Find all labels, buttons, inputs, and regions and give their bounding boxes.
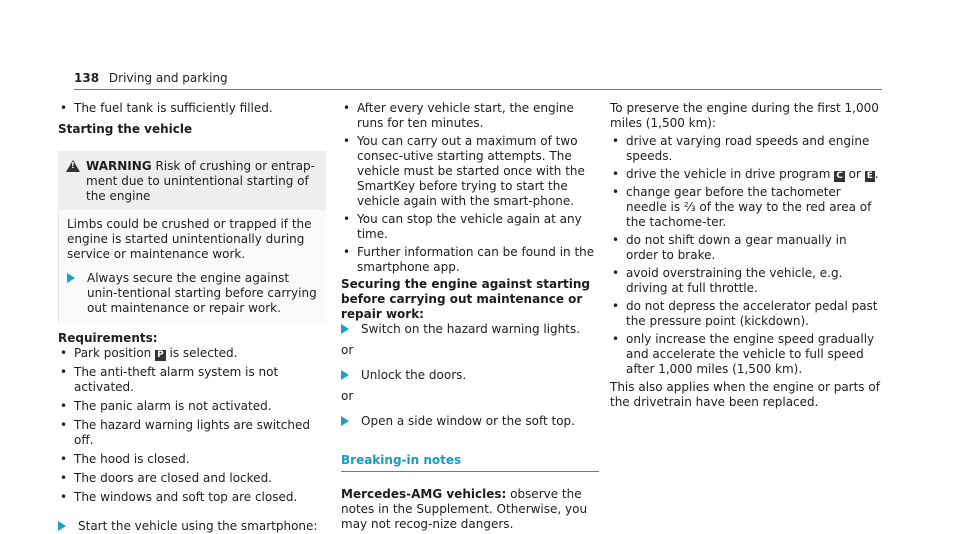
list-item: • The fuel tank is sufficiently filled.: [58, 101, 326, 116]
action-unlock: [341, 368, 599, 383]
list-item: • You can stop the vehicle again at any time.: [341, 212, 599, 242]
list-item: • The hazard warning lights are switched off.: [58, 418, 326, 448]
section-heading-breaking-in: Breaking-in notes: [341, 453, 599, 472]
warning-triangle-icon: [66, 160, 80, 172]
arrow-icon: [341, 370, 349, 380]
page-number: 138: [74, 71, 100, 85]
or-text: or: [341, 389, 354, 403]
req-park-text-end: is selected.: [165, 346, 238, 360]
list-item: [610, 167, 880, 182]
warning-box: [58, 151, 326, 323]
amg-text: observe the notes in the Supplement. Otherwise, you may not recog-nize dangers.: [341, 487, 588, 531]
arrow-icon: [67, 273, 75, 283]
or-text: or: [341, 343, 354, 357]
list-item: • avoid overstraining the vehicle, e.g. driving at full throttle.: [610, 266, 880, 296]
park-position-icon: P: [157, 350, 164, 360]
securing-heading: Securing the engine against starting before carrying out maintenance or repair work:: [341, 277, 590, 321]
warning-text: Risk of crushing or entrap-ment due to unintentional starting of the engine: [86, 159, 315, 203]
list-item: • The windows and soft top are closed.: [58, 490, 326, 505]
warning-action: [67, 271, 318, 316]
req-park-text: Park position: [74, 346, 156, 360]
list-item: • change gear before the tachometer needle is ⅔ of the way to the red area of the tachome-ter.: [610, 185, 880, 230]
warning-label: WARNING: [86, 159, 152, 173]
warning-description: Limbs could be crushed or trapped if the engine is started unintentionally during service or maintenance work.: [67, 217, 312, 261]
page-header: [74, 71, 228, 86]
start-action: [58, 519, 326, 534]
list-item: • The panic alarm is not activated.: [58, 399, 326, 414]
start-action-text: Start the vehicle using the smartphone:: [78, 519, 318, 533]
action-window: [341, 414, 599, 429]
list-item: • The doors are closed and locked.: [58, 471, 326, 486]
column-middle: [341, 101, 599, 532]
intro-text: To preserve the engine during the first 1,000 miles (1,500 km):: [610, 101, 879, 130]
list-item: • only increase the engine speed gradually and accelerate the vehicle to full speed after 1,000 miles (1,500 km).: [610, 332, 880, 377]
warning-action-text: Always secure the engine against unin-tentional starting before carrying out maintenance or repair work.: [87, 271, 317, 315]
arrow-icon: [341, 416, 349, 426]
column-left: [58, 101, 326, 534]
list-item: • Further information can be found in the smartphone app.: [341, 245, 599, 275]
arrow-icon: [341, 324, 349, 334]
closing-text: This also applies when the engine or parts of the drivetrain have been replaced.: [610, 380, 880, 409]
list-item: • The anti-theft alarm system is not activated.: [58, 365, 326, 395]
list-item: • You can carry out a maximum of two consec-utive starting attempts. The vehicle must be started once with the SmartKey before trying to start the vehicle again with the smart-phone.: [341, 134, 599, 209]
action-hazard-text: Switch on the hazard warning lights.: [361, 322, 581, 336]
heading-starting: Starting the vehicle: [58, 122, 193, 136]
amg-note: [341, 487, 599, 532]
list-item: [58, 346, 326, 361]
list-item: • After every vehicle start, the engine runs for ten minutes.: [341, 101, 599, 131]
drive-program-c-icon: C: [836, 171, 843, 181]
list-item: • do not depress the accelerator pedal past the pressure point (kickdown).: [610, 299, 880, 329]
action-window-text: Open a side window or the soft top.: [361, 414, 575, 428]
drive-program-text: drive the vehicle in drive program: [626, 167, 835, 181]
action-hazard: [341, 322, 599, 337]
warning-header: [58, 151, 326, 210]
amg-label: Mercedes-AMG vehicles:: [341, 487, 507, 501]
column-right: [610, 101, 880, 410]
drive-program-end: .: [874, 167, 879, 181]
action-unlock-text: Unlock the doors.: [361, 368, 467, 382]
section-title: Driving and parking: [108, 71, 228, 85]
drive-program-or: or: [844, 167, 865, 181]
list-item: • do not shift down a gear manually in order to brake.: [610, 233, 880, 263]
list-item: • drive at varying road speeds and engine speeds.: [610, 134, 880, 164]
arrow-icon: [58, 521, 66, 531]
drive-program-e-icon: E: [866, 171, 873, 181]
requirements-heading: Requirements:: [58, 331, 158, 345]
header-rule: [74, 89, 882, 90]
warning-body: [58, 210, 326, 323]
list-item: • The hood is closed.: [58, 452, 326, 467]
